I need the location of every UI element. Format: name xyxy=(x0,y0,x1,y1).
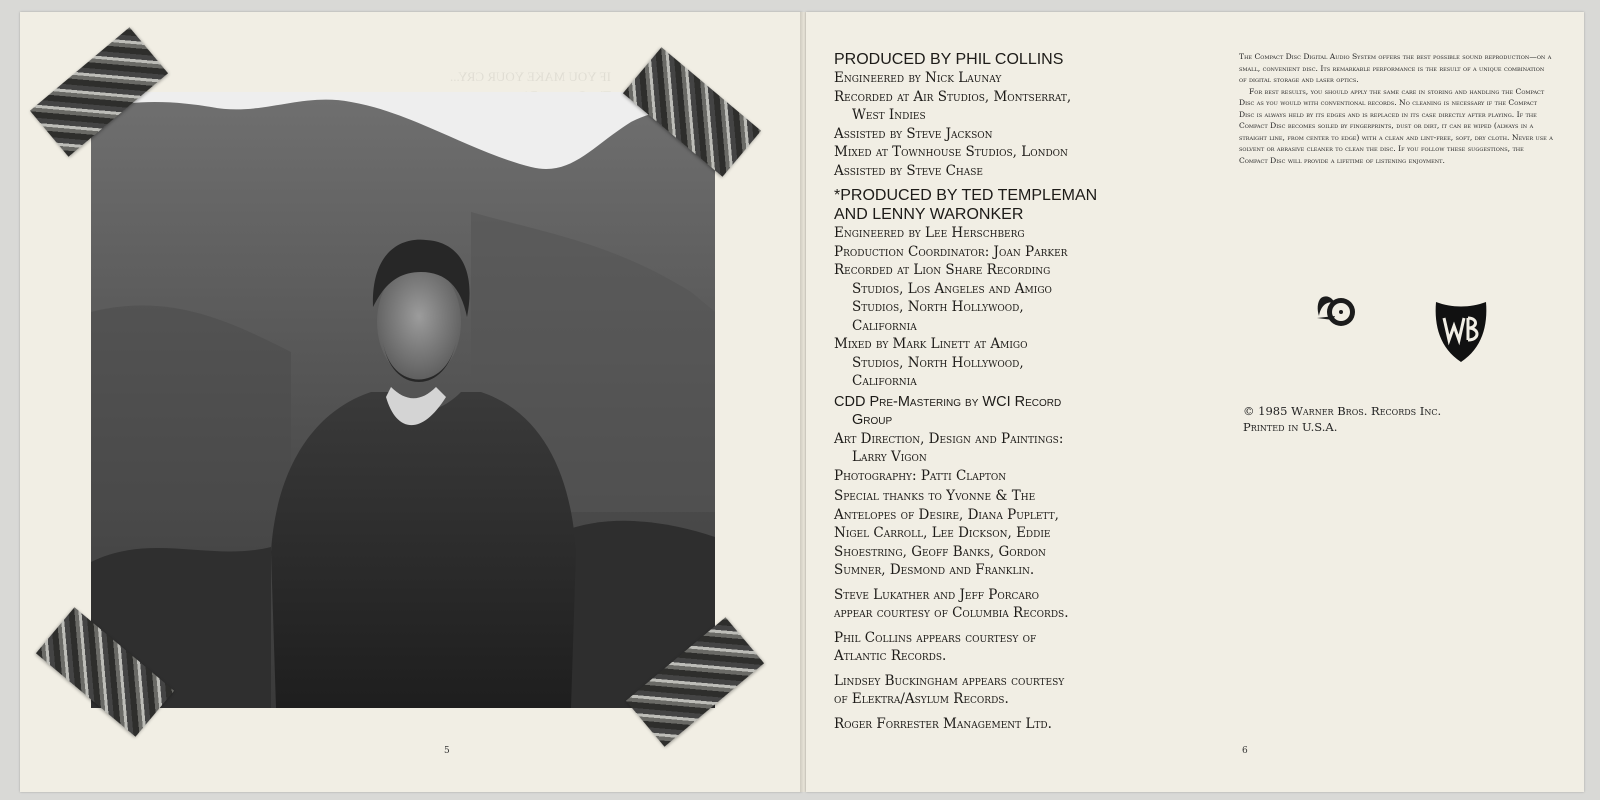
credit-entry xyxy=(834,50,1174,69)
credit-entry xyxy=(834,715,1174,734)
credit-line: Sumner, Desmond and Franklin. xyxy=(834,562,1035,578)
credit-line-continued: California xyxy=(852,373,917,389)
credit-entry xyxy=(834,125,1174,144)
credit-line-continued: Studios, North Hollywood, xyxy=(852,354,1024,371)
credit-line: Engineered by Lee Herschberg xyxy=(834,225,1025,241)
credit-line: Assisted by Steve Chase xyxy=(834,162,984,179)
credit-line: of Elektra/Asylum Records. xyxy=(834,691,1009,707)
credit-line: Mixed by Mark Linett at Amigo xyxy=(834,336,1028,352)
credit-line-continued: Group xyxy=(852,412,893,428)
credit-entry xyxy=(834,672,1174,709)
credit-line: AND LENNY WARONKER xyxy=(834,206,1024,223)
credit-entry xyxy=(834,393,1174,430)
credit-line: Production Coordinator: Joan Parker xyxy=(834,243,1068,260)
credit-line: appear courtesy of Columbia Records. xyxy=(834,605,1069,621)
credit-line: Photography: Patti Clapton xyxy=(834,467,1007,484)
credit-line: Special thanks to Yvonne & The xyxy=(834,488,1036,504)
credit-line: Shoestring, Geoff Banks, Gordon xyxy=(834,543,1046,560)
credit-entry xyxy=(834,69,1174,88)
credit-line-continued: California xyxy=(852,317,917,334)
wb-records-logo xyxy=(1432,298,1490,364)
credit-entry xyxy=(834,261,1174,335)
credit-entry xyxy=(834,335,1174,391)
credit-line: Engineered by Nick Launay xyxy=(834,70,1002,86)
credit-line: PRODUCED BY PHIL COLLINS xyxy=(834,51,1064,68)
notice-paragraph: The Compact Disc Digital Audio System offers the best possible sound reproduction—on a small, convenient disc. Its remarkable performance is the result of a unique combination of digital storage and laser optics. xyxy=(1239,52,1552,84)
photo-scene xyxy=(91,92,715,708)
credit-entry xyxy=(834,487,1174,580)
bleed-through-text: IF YOU MAKE YOUR CRY... xyxy=(450,69,611,84)
credit-line: Recorded at Air Studios, Montserrat, xyxy=(834,88,1072,105)
credit-entry xyxy=(834,243,1174,262)
credit-entry xyxy=(834,586,1174,623)
duck-records-logo xyxy=(1315,290,1359,334)
credit-line: Roger Forrester Management Ltd. xyxy=(834,715,1052,732)
credit-line: *PRODUCED BY TED TEMPLEMAN xyxy=(834,187,1098,204)
credit-entry xyxy=(834,143,1174,162)
credit-entry xyxy=(834,186,1174,224)
credit-line: Steve Lukather and Jeff Porcaro xyxy=(834,586,1040,603)
credit-line: Atlantic Records. xyxy=(834,648,947,664)
credit-entry xyxy=(834,224,1174,243)
credit-line: Mixed at Townhouse Studios, London xyxy=(834,144,1068,160)
credit-entry xyxy=(834,467,1174,486)
page-number: 6 xyxy=(1242,746,1248,756)
credit-line: Lindsey Buckingham appears courtesy xyxy=(834,672,1065,689)
credit-line: Nigel Carroll, Lee Dickson, Eddie xyxy=(834,525,1051,541)
credit-line: Antelopes of Desire, Diana Puplett, xyxy=(834,506,1059,523)
compact-disc-notice xyxy=(1239,51,1554,166)
credit-entry xyxy=(834,162,1174,181)
printed-in-line: Printed in U.S.A. xyxy=(1243,420,1338,434)
credit-line-continued: Studios, Los Angeles and Amigo xyxy=(852,280,1052,297)
credit-line-continued: West Indies xyxy=(852,107,926,123)
credit-line: Art Direction, Design and Paintings: xyxy=(834,430,1064,447)
credit-entry xyxy=(834,430,1174,467)
credit-line: Phil Collins appears courtesy of xyxy=(834,629,1037,646)
notice-paragraph: For best results, you should apply the same care in storing and handling the Compact Disc as you would with conventional records. No cleaning is necessary if the Compact Disc is always held by its edges and is replaced in its case directly after playing. If the Compact Disc becomes soiled by fingerprints, dust or dirt, it can be wiped (always in a straight line, from center to edge) with a clean and lint-free, soft, dry cloth. Never use a solvent or abrasive cleaner to clean the disc. If you follow these suggestions, the Compact Disc will provide a lifetime of listening enjoyment. xyxy=(1239,86,1553,165)
credit-line: Recorded at Lion Share Recording xyxy=(834,262,1051,278)
credit-entry xyxy=(834,629,1174,666)
credit-line-continued: Studios, North Hollywood, xyxy=(852,299,1024,315)
credit-line: CDD Pre-Mastering by WCI Record xyxy=(834,393,1062,410)
portrait-photo xyxy=(91,92,715,708)
credit-line-continued: Larry Vigon xyxy=(852,449,927,465)
credits-list xyxy=(834,50,1174,733)
credit-line: Assisted by Steve Jackson xyxy=(834,125,993,142)
page-number: 5 xyxy=(444,746,450,756)
copyright-block xyxy=(1243,403,1441,435)
left-page xyxy=(20,12,802,792)
copyright-line: © 1985 Warner Bros. Records Inc. xyxy=(1243,404,1442,418)
credit-entry xyxy=(834,88,1174,125)
